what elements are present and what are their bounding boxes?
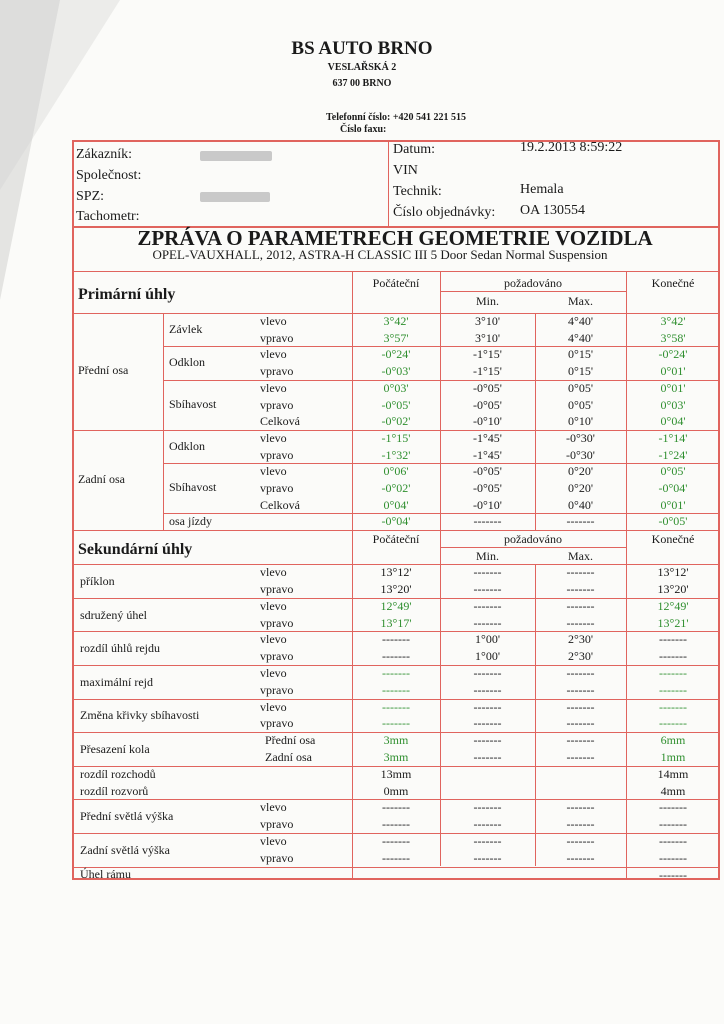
- row-side-label: Zadní osa: [265, 749, 312, 764]
- row-side-label: vpravo: [260, 330, 294, 345]
- final-value: 13°21': [657, 615, 689, 630]
- row-side-label: vpravo: [260, 817, 294, 832]
- max-value: 2°30': [568, 649, 593, 664]
- initial-value: 3°57': [383, 330, 409, 345]
- final-value: 0°05': [660, 464, 686, 479]
- min-value: -0°10': [473, 497, 502, 512]
- spz-label: SPZ:: [76, 189, 105, 204]
- final-value: -------: [659, 665, 687, 680]
- grid-hline: [163, 513, 720, 514]
- group-label: sdružený úhel: [80, 607, 147, 622]
- initial-value: -------: [382, 716, 410, 731]
- group-label: Sbíhavost: [169, 396, 217, 411]
- redacted-customer: [200, 151, 272, 161]
- initial-value: 0mm: [383, 783, 409, 798]
- company-name: BS AUTO BRNO: [291, 38, 433, 59]
- row-side-label: vlevo: [260, 833, 287, 848]
- initial-value: -------: [382, 850, 410, 865]
- max-value: -------: [566, 716, 595, 731]
- group-label: maximální rejd: [80, 674, 153, 689]
- grid-hline: [440, 291, 626, 292]
- initial-value: -------: [382, 800, 410, 815]
- row-side-label: vlevo: [260, 665, 287, 680]
- final-value: 6mm: [660, 733, 686, 748]
- technician-value: Hemala: [520, 182, 564, 197]
- min-value: -------: [473, 833, 502, 848]
- row-side-label: vlevo: [260, 347, 287, 362]
- grid-vline: [535, 313, 536, 530]
- max-value: -------: [566, 598, 595, 613]
- min-value: -------: [473, 565, 502, 580]
- min-value: -1°45': [473, 447, 502, 462]
- grid-vline: [626, 271, 627, 313]
- min-value: -0°10': [473, 414, 502, 429]
- group-label: Zadní světlá výška: [80, 842, 170, 857]
- group-label: Závlek: [169, 321, 203, 336]
- max-value: -------: [566, 833, 595, 848]
- company-city: 637 00 BRNO: [332, 78, 392, 89]
- title-divider: [72, 271, 720, 272]
- initial-value: 0°06': [383, 464, 409, 479]
- final-value: -0°24': [658, 347, 688, 362]
- group-label: Změna křivky sbíhavosti: [80, 708, 200, 723]
- grid-hline: [163, 346, 720, 347]
- technician-label: Technik:: [393, 184, 442, 199]
- min-value: -0°05': [473, 380, 502, 395]
- min-value: 1°00': [475, 649, 500, 664]
- min-value: -------: [473, 699, 502, 714]
- initial-value: -------: [382, 682, 410, 697]
- final-value: -------: [659, 716, 687, 731]
- grid-hline: [72, 799, 720, 800]
- row-side-label: vlevo: [260, 380, 287, 395]
- max-value: 0°05': [568, 397, 593, 412]
- final-value: 1mm: [660, 749, 686, 764]
- final-value: -------: [659, 800, 687, 815]
- row-side-label: vlevo: [260, 430, 287, 445]
- company-street: VESLAŘSKÁ 2: [327, 62, 397, 73]
- row-side-label: vlevo: [260, 598, 287, 613]
- fax-label: Číslo faxu:: [340, 124, 387, 135]
- group-label: Přední světlá výška: [80, 809, 174, 824]
- row-side-label: vlevo: [260, 800, 287, 815]
- final-value: 13°12': [657, 565, 689, 580]
- min-value: -------: [473, 682, 502, 697]
- group-label: Odklon: [169, 438, 205, 453]
- max-value: 0°10': [568, 414, 593, 429]
- initial-value: -------: [382, 699, 410, 714]
- grid-vline: [440, 271, 441, 313]
- max-value: 4°40': [568, 330, 593, 345]
- initial-value: 3mm: [383, 733, 409, 748]
- max-value: -------: [566, 733, 595, 748]
- grid-hline: [72, 631, 720, 632]
- final-value: 3°58': [660, 330, 686, 345]
- date-value: 19.2.2013 8:59:22: [520, 140, 623, 155]
- grid-hline: [440, 547, 626, 548]
- group-label: rozdíl rozchodů: [80, 766, 156, 781]
- initial-value: 13mm: [380, 766, 412, 781]
- initial-value: 3mm: [383, 749, 409, 764]
- min-value: -------: [473, 581, 502, 596]
- info-divider: [388, 140, 389, 228]
- report-title: ZPRÁVA O PARAMETRECH GEOMETRIE VOZIDLA: [137, 226, 653, 250]
- final-value: 0°01': [660, 380, 686, 395]
- initial-value: -------: [382, 649, 410, 664]
- max-value: -------: [566, 581, 595, 596]
- grid-hline: [163, 380, 720, 381]
- col-min-header: Min.: [475, 549, 499, 564]
- row-side-label: vlevo: [260, 314, 287, 328]
- phone-label: Telefonní číslo:: [326, 112, 391, 123]
- max-value: -------: [566, 850, 595, 865]
- final-value: -1°24': [658, 447, 688, 462]
- col-final-header: Konečné: [651, 532, 695, 547]
- col-initial-header: Počáteční: [372, 276, 420, 290]
- col-required-header: požadováno: [504, 276, 562, 290]
- grid-vline: [352, 564, 353, 880]
- max-value: -------: [566, 749, 595, 764]
- max-value: -------: [566, 699, 595, 714]
- grid-vline: [440, 564, 441, 866]
- max-value: -------: [566, 682, 595, 697]
- final-value: 0°03': [660, 397, 686, 412]
- min-value: -1°15': [473, 347, 502, 362]
- final-value: 12°49': [657, 598, 689, 613]
- max-value: 0°40': [568, 497, 593, 512]
- initial-value: -1°32': [381, 447, 411, 462]
- min-value: -------: [473, 615, 502, 630]
- final-value: -------: [659, 699, 687, 714]
- grid-hline: [72, 867, 720, 868]
- row-side-label: vpravo: [260, 649, 294, 664]
- initial-value: -0°05': [381, 397, 411, 412]
- col-required-header: požadováno: [504, 532, 562, 547]
- col-initial-header: Počáteční: [372, 532, 420, 547]
- group-label: Přesazení kola: [80, 741, 150, 756]
- secondary-section-title: Sekundární úhly: [78, 541, 193, 559]
- tachometer-label: Tachometr:: [76, 209, 140, 224]
- final-value: -1°14': [658, 430, 688, 445]
- grid-hline: [72, 699, 720, 700]
- initial-value: -------: [382, 665, 410, 680]
- group-label: příklon: [80, 573, 115, 588]
- max-value: 4°40': [568, 314, 593, 328]
- min-value: -------: [473, 800, 502, 815]
- row-side-label: vpravo: [260, 682, 294, 697]
- row-side-label: vpravo: [260, 716, 294, 731]
- row-side-label: Celková: [260, 497, 300, 512]
- order-value: OA 130554: [520, 203, 585, 218]
- initial-value: -1°15': [381, 430, 411, 445]
- grid-hline: [72, 598, 720, 599]
- phone-line: [326, 112, 466, 123]
- initial-value: -------: [382, 632, 410, 647]
- max-value: 0°15': [568, 364, 593, 379]
- date-label: Datum:: [393, 142, 435, 157]
- min-value: -------: [473, 598, 502, 613]
- phone-value: +420 541 221 515: [392, 112, 467, 123]
- grid-hline: [72, 732, 720, 733]
- max-value: -0°30': [566, 430, 595, 445]
- initial-value: 13°12': [380, 565, 412, 580]
- grid-hline: [72, 430, 163, 431]
- min-value: -------: [473, 817, 502, 832]
- final-value: -------: [659, 632, 687, 647]
- vehicle-description: OPEL-VAUXHALL, 2012, ASTRA-H CLASSIC III 5 Door Sedan Normal Suspension: [152, 247, 608, 262]
- final-value: -------: [659, 867, 687, 882]
- col-final-header: Konečné: [651, 276, 695, 290]
- row-side-label: vpravo: [260, 481, 294, 495]
- grid-vline: [626, 530, 627, 564]
- final-value: 3°42': [660, 314, 686, 328]
- min-value: -------: [473, 514, 502, 529]
- final-value: -0°05': [658, 514, 688, 529]
- group-label: Sbíhavost: [169, 480, 217, 495]
- initial-value: 13°17': [380, 615, 412, 630]
- min-value: -1°15': [473, 364, 502, 379]
- row-side-label: vlevo: [260, 632, 287, 647]
- row-side-label: vpravo: [260, 850, 294, 865]
- customer-label: Zákazník:: [76, 147, 132, 162]
- col-max-header: Max.: [568, 549, 593, 564]
- final-value: 0°01': [660, 497, 686, 512]
- final-value: 13°20': [657, 581, 689, 596]
- final-value: -------: [659, 682, 687, 697]
- min-value: -0°05': [473, 481, 502, 495]
- group-label: rozdíl rozvorů: [80, 783, 149, 798]
- initial-value: -------: [382, 817, 410, 832]
- min-value: 3°10': [475, 314, 500, 328]
- group-label: Úhel rámu: [80, 866, 131, 881]
- grid-hline: [72, 766, 720, 767]
- min-value: -------: [473, 749, 502, 764]
- grid-vline: [626, 313, 627, 530]
- primary-section-title: Primární úhly: [78, 286, 176, 303]
- grid-vline: [352, 530, 353, 564]
- max-value: 0°15': [568, 347, 593, 362]
- initial-value: 3°42': [383, 314, 409, 328]
- grid-vline: [626, 564, 627, 880]
- row-side-label: vpravo: [260, 581, 294, 596]
- grid-hline: [72, 833, 720, 834]
- row-side-label: Přední osa: [265, 733, 316, 748]
- min-value: -1°45': [473, 430, 502, 445]
- initial-value: -------: [382, 833, 410, 848]
- grid-hline: [72, 530, 720, 531]
- group-label: Odklon: [169, 355, 205, 370]
- max-value: -------: [566, 514, 595, 529]
- max-value: -------: [566, 565, 595, 580]
- max-value: 2°30': [568, 632, 593, 647]
- row-side-label: vpravo: [260, 364, 294, 379]
- group-label: osa jízdy: [169, 514, 212, 529]
- grid-vline: [352, 313, 353, 530]
- grid-hline: [163, 463, 720, 464]
- grid-vline: [535, 564, 536, 866]
- vin-label: VIN: [393, 163, 418, 178]
- max-value: -------: [566, 615, 595, 630]
- row-side-label: vpravo: [260, 615, 294, 630]
- grid-vline: [440, 313, 441, 530]
- initial-value: -0°02': [381, 414, 411, 429]
- final-value: 4mm: [660, 783, 686, 798]
- final-value: 0°01': [660, 364, 686, 379]
- grid-hline: [72, 665, 720, 666]
- col-min-header: Min.: [475, 294, 499, 308]
- order-label: Číslo objednávky:: [393, 205, 496, 220]
- final-value: 14mm: [657, 766, 689, 781]
- max-value: -------: [566, 800, 595, 815]
- row-side-label: vpravo: [260, 397, 294, 412]
- initial-value: 0°04': [383, 497, 409, 512]
- initial-value: -0°03': [381, 364, 411, 379]
- redacted-spz: [200, 192, 270, 202]
- final-value: -------: [659, 649, 687, 664]
- grid-vline: [163, 313, 164, 530]
- final-value: -0°04': [658, 481, 688, 495]
- initial-value: 0°03': [383, 380, 409, 395]
- final-value: -------: [659, 817, 687, 832]
- row-side-label: vlevo: [260, 565, 287, 580]
- initial-value: -0°04': [381, 514, 411, 529]
- max-value: -------: [566, 817, 595, 832]
- max-value: 0°05': [568, 380, 593, 395]
- min-value: -------: [473, 665, 502, 680]
- max-value: 0°20': [568, 464, 593, 479]
- front-axle-label: Přední osa: [78, 363, 129, 378]
- row-side-label: vlevo: [260, 699, 287, 714]
- max-value: -------: [566, 665, 595, 680]
- row-side-label: Celková: [260, 414, 300, 429]
- col-max-header: Max.: [568, 294, 593, 308]
- rear-axle-label: Zadní osa: [78, 472, 125, 486]
- grid-hline: [163, 430, 720, 431]
- initial-value: 13°20': [380, 581, 412, 596]
- grid-vline: [352, 271, 353, 313]
- final-value: 0°04': [660, 414, 686, 429]
- max-value: 0°20': [568, 481, 593, 495]
- final-value: -------: [659, 833, 687, 848]
- initial-value: 12°49': [380, 598, 412, 613]
- min-value: 1°00': [475, 632, 500, 647]
- min-value: -------: [473, 733, 502, 748]
- min-value: -0°05': [473, 397, 502, 412]
- min-value: 3°10': [475, 330, 500, 345]
- max-value: -0°30': [566, 447, 595, 462]
- initial-value: -0°24': [381, 347, 411, 362]
- final-value: -------: [659, 850, 687, 865]
- row-side-label: vlevo: [260, 464, 287, 479]
- row-side-label: vpravo: [260, 447, 294, 462]
- min-value: -------: [473, 850, 502, 865]
- min-value: -0°05': [473, 464, 502, 479]
- min-value: -------: [473, 716, 502, 731]
- group-label: rozdíl úhlů rejdu: [80, 641, 160, 656]
- initial-value: -0°02': [381, 481, 411, 495]
- company-label: Společnost:: [76, 168, 142, 183]
